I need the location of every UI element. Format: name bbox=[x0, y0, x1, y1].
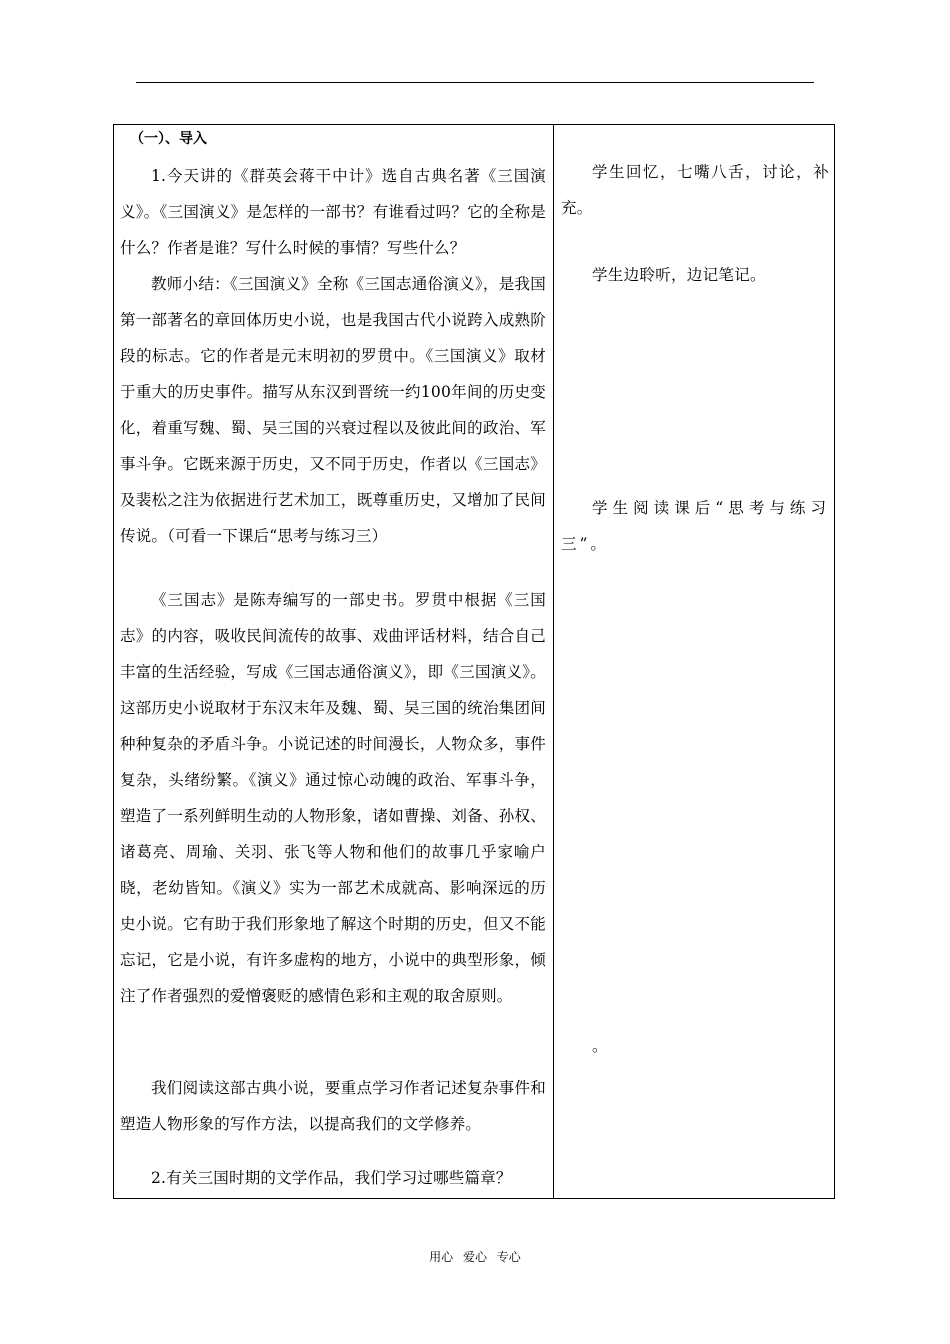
sanguozhi-paragraph: 《三国志》是陈寿编写的一部史书。罗贯中根据《三国志》的内容，吸收民间流传的故事、戏曲评话材料，结合自己丰富的生活经验，写成《三国志通俗演义》，即《三国演义》。这部历史小说取材于东汉末年及魏、蜀、吴三国的统治集团间种种复杂的矛盾斗争。小说记述的时间漫长，人物众多，事件复杂，头绪纷繁。《演义》通过惊心动魄的政治、军事斗争，塑造了一系列鲜明生动的人物形象，诸如曹操、刘备、孙权、诸葛亮、周瑜、关羽、张飞等人物和他们的故事几乎家喻户晓，老幼皆知。《演义》实为一部艺术成就高、影响深远的历史小说。它有助于我们形象地了解这个时期的历史，但又不能忘记，它是小说，有许多虚构的地方，小说中的典型形象，倾注了作者强烈的爱憎褒贬的感情色彩和主观的取舍原则。 bbox=[120, 591, 546, 1005]
page-footer: 用心 爱心 专心 bbox=[429, 1250, 521, 1264]
column-divider bbox=[553, 124, 554, 1199]
header-rule bbox=[136, 82, 814, 83]
teacher-summary-paragraph: 教师小结：《三国演义》全称《三国志通俗演义》，是我国第一部著名的章回体历史小说，也是我国古代小说跨入成熟阶段的标志。它的作者是元末明初的罗贯中。《三国演义》取材于重大的历史事件。描写从东汉到晋统一约100年间的历史变化，着重写魏、蜀、吴三国的兴衰过程以及彼此间的政治、军事斗争。它既来源于历史，又不同于历史，作者以《三国志》及裴松之注为依据进行艺术加工，既尊重历史，又增加了民间传说。（可看一下课后“思考与练习三） bbox=[120, 275, 546, 545]
intro-question-paragraph: 1.今天讲的《群英会蒋干中计》选自古典名著《三国演义》。《三国演义》是怎样的一部书？有谁看过吗？它的全称是什么？作者是谁？写什么时候的事情？写些什么？ bbox=[120, 167, 546, 257]
reading-goal-paragraph: 我们阅读这部古典小说，要重点学习作者记述复杂事件和塑造人物形象的写作方法，以提高我们的文学修养。 bbox=[120, 1079, 546, 1133]
follow-up-question-paragraph: 2.有关三国时期的文学作品，我们学习过哪些篇章？ bbox=[151, 1169, 512, 1187]
section-heading: （一）、导入 bbox=[130, 131, 207, 147]
teacher-activity-cell bbox=[120, 124, 546, 1199]
student-note-read-exercise: 学生阅读课后“思考与练习三”。 bbox=[561, 499, 829, 553]
student-note-period: 。 bbox=[592, 1037, 608, 1055]
student-activity-cell bbox=[561, 124, 829, 1199]
student-note-recall: 学生回忆，七嘴八舌，讨论，补充。 bbox=[561, 163, 829, 217]
student-note-listen: 学生边聆听，边记笔记。 bbox=[592, 266, 766, 284]
